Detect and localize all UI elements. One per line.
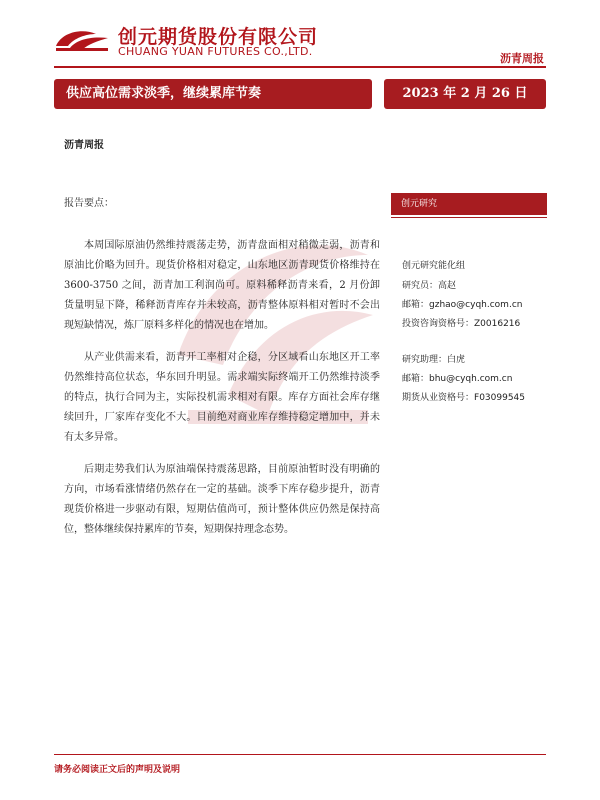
- report-type-tag: 沥青周报: [500, 52, 544, 65]
- researcher-license-row: [402, 316, 552, 329]
- email-label: 邮箱：: [402, 374, 430, 384]
- side-divider: [391, 217, 547, 218]
- body-paragraph: 从产业供需来看，沥青开工率相对企稳，分区域看山东地区开工率仍然维持高位状态，华东回升明显。需求端实际终端开工仍然维持淡季的特点，执行合同为主，实际投机需求相对有限。库存方面社会库存继续回升，厂家库存变化不大。目前绝对商业库存维持稳定增加中，并未有太多异常。: [64, 352, 380, 443]
- company-logo-icon: [52, 24, 114, 54]
- license-label: 投资咨询资格号：: [402, 319, 475, 329]
- researcher-email-link[interactable]: gzhao@cyqh.com.cn: [429, 300, 523, 310]
- assistant-email-link[interactable]: bhu@cyqh.com.cn: [429, 374, 513, 384]
- assistant-license: F03099545: [474, 393, 526, 403]
- body-paragraph: 本周国际原油仍然维持震荡走势，沥青盘面相对稍微走弱，沥青和原油比价略为回升。现货价格相对稳定，山东地区沥青现货价格维持在 3600-3750 之间，沥青加工利润尚可。原料稀释沥青来看，2 月份卸货量明显下降，稀释沥青库存并未较高，沥青整体原料相对暂时不会出现短缺情况，炼厂原料多样化的情况也在增加。: [64, 240, 380, 331]
- report-body: [64, 236, 380, 552]
- report-date: 2023 年 2 月 26 日: [384, 79, 546, 109]
- researcher-license: Z0016216: [474, 319, 521, 329]
- section-label: 沥青周报: [64, 140, 104, 151]
- key-points-label: 报告要点：: [64, 198, 114, 209]
- footer-divider: [54, 754, 546, 755]
- body-paragraph: 后期走势我们认为原油端保持震荡思路，目前原油暂时没有明确的方向，市场看涨情绪仍然存在一定的基础。淡季下库存稳步提升，沥青现货价格进一步驱动有限，短期估值尚可，预计整体供应仍然是保持高位，整体继续保持累库的节奏，短期保持理念态势。: [64, 464, 380, 535]
- company-name-cn: 创元期货股份有限公司: [118, 26, 319, 48]
- email-label: 邮箱：: [402, 300, 430, 310]
- company-name-en: CHUANG YUAN FUTURES CO.,LTD.: [118, 45, 313, 58]
- researcher-name: 研究员：高赵: [402, 281, 457, 291]
- assistant-email-row: [402, 371, 552, 384]
- license-label: 期货从业资格号：: [402, 393, 475, 403]
- assistant-name: 研究助理：白虎: [402, 355, 466, 365]
- footer-disclaimer: 请务必阅读正文后的声明及说明: [54, 765, 181, 775]
- report-title: 供应高位需求淡季，继续累库节奏: [54, 79, 372, 109]
- header-divider: [54, 66, 546, 68]
- research-group: 创元研究能化组: [402, 261, 466, 271]
- assistant-license-row: [402, 390, 552, 403]
- side-header: 创元研究: [391, 193, 547, 215]
- researcher-email-row: [402, 297, 552, 310]
